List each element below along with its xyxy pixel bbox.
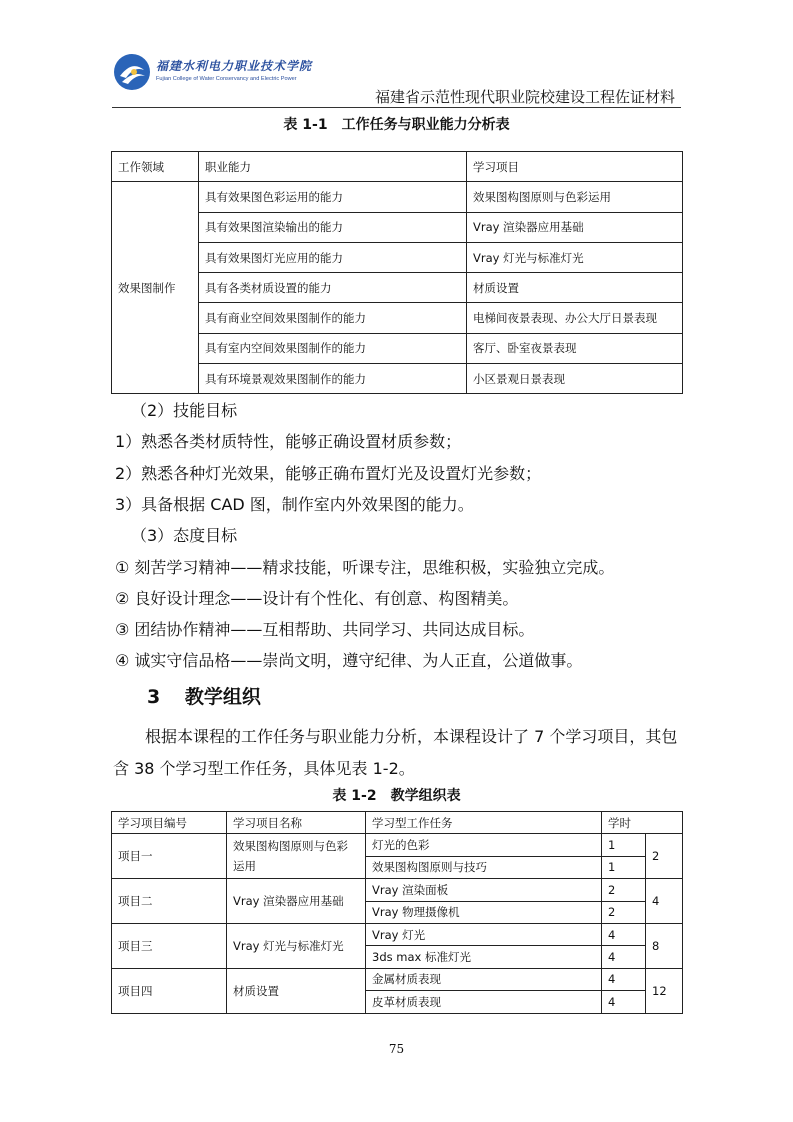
ability-cell: 具有室内空间效果图制作的能力: [199, 333, 467, 363]
table1-caption: 表 1-1 工作任务与职业能力分析表: [283, 117, 510, 133]
table-row: [112, 879, 683, 901]
project-id-cell: 项目四: [112, 968, 227, 1013]
project-name-cell: Vray 灯光与标准灯光: [227, 923, 366, 968]
task-cell: 3ds max 标准灯光: [366, 946, 602, 968]
work-domain-cell: 效果图制作: [112, 182, 199, 394]
total-hours-cell: 12: [646, 968, 683, 1013]
hours-cell: 1: [602, 856, 646, 878]
skill-item: 3）具备根据 CAD 图，制作室内外效果图的能力。: [115, 495, 474, 514]
project-cell: Vray 灯光与标准灯光: [467, 242, 683, 272]
table-row: [112, 968, 683, 990]
hours-cell: 4: [602, 946, 646, 968]
header-divider: [112, 107, 681, 108]
hours-cell: 4: [602, 968, 646, 990]
ability-analysis-table: [111, 151, 683, 394]
header-cell: 工作领域: [112, 152, 199, 182]
teaching-organization-table: [111, 811, 683, 1014]
header-cell: 学习项目: [467, 152, 683, 182]
table-row: [112, 182, 683, 212]
attitude-item: ④ 诚实守信品格——崇尚文明，遵守纪律、为人正直，公道做事。: [115, 651, 583, 670]
hours-cell: 2: [602, 879, 646, 901]
task-cell: Vray 渲染面板: [366, 879, 602, 901]
hours-cell: 1: [602, 834, 646, 856]
logo-name: 福建水利电力职业技术学院: [156, 59, 313, 73]
task-cell: Vray 物理摄像机: [366, 901, 602, 923]
section-heading: [147, 682, 261, 709]
project-id-cell: 项目一: [112, 834, 227, 879]
header-cell: 学时: [602, 812, 683, 834]
ability-cell: 具有效果图色彩运用的能力: [199, 182, 467, 212]
hours-cell: 2: [602, 901, 646, 923]
project-name-cell: 效果图构图原则与色彩运用: [227, 834, 366, 879]
hours-cell: 4: [602, 991, 646, 1013]
project-cell: 客厅、卧室夜景表现: [467, 333, 683, 363]
table-row: [112, 923, 683, 945]
skills-heading: （2）技能目标: [131, 401, 238, 420]
project-cell: Vray 渲染器应用基础: [467, 212, 683, 242]
project-cell: 小区景观日景表现: [467, 364, 683, 394]
attitude-heading: （3）态度目标: [131, 526, 238, 545]
task-cell: 灯光的色彩: [366, 834, 602, 856]
section-title: 教学组织: [184, 686, 261, 708]
header-cell: 学习项目编号: [112, 812, 227, 834]
table-header-row: [112, 812, 683, 834]
ability-cell: 具有效果图渲染输出的能力: [199, 212, 467, 242]
attitude-item: ③ 团结协作精神——互相帮助、共同学习、共同达成目标。: [115, 620, 535, 639]
ability-cell: 具有商业空间效果图制作的能力: [199, 303, 467, 333]
task-cell: Vray 灯光: [366, 923, 602, 945]
document-header-title: 福建省示范性现代职业院校建设工程佐证材料: [374, 88, 675, 106]
page-number: 75: [388, 1042, 405, 1056]
section-number: 3: [147, 686, 161, 708]
ability-cell: 具有各类材质设置的能力: [199, 273, 467, 303]
project-cell: 效果图构图原则与色彩运用: [467, 182, 683, 212]
hours-cell: 4: [602, 923, 646, 945]
project-name-cell: 材质设置: [227, 968, 366, 1013]
total-hours-cell: 4: [646, 879, 683, 924]
table-row: [112, 834, 683, 856]
project-cell: 电梯间夜景表现、办公大厅日景表现: [467, 303, 683, 333]
total-hours-cell: 8: [646, 923, 683, 968]
ability-cell: 具有效果图灯光应用的能力: [199, 242, 467, 272]
task-cell: 效果图构图原则与技巧: [366, 856, 602, 878]
skill-item: 2）熟悉各种灯光效果，能够正确布置灯光及设置灯光参数；: [115, 464, 542, 483]
college-emblem-icon: [112, 52, 152, 92]
project-name-cell: Vray 渲染器应用基础: [227, 879, 366, 924]
ability-cell: 具有环境景观效果图制作的能力: [199, 364, 467, 394]
table2-caption: 表 1-2 教学组织表: [332, 788, 461, 804]
attitude-item: ② 良好设计理念——设计有个性化、有创意、构图精美。: [115, 589, 519, 608]
skill-item: 1）熟悉各类材质特性，能够正确设置材质参数；: [115, 432, 462, 451]
project-cell: 材质设置: [467, 273, 683, 303]
task-cell: 金属材质表现: [366, 968, 602, 990]
header-cell: 学习项目名称: [227, 812, 366, 834]
project-id-cell: 项目二: [112, 879, 227, 924]
section-paragraph: 根据本课程的工作任务与职业能力分析，本课程设计了 7 个学习项目，其包含 38 个学习型工作任务，具体见表 1-2。: [113, 727, 678, 778]
task-cell: 皮革材质表现: [366, 991, 602, 1013]
total-hours-cell: 2: [646, 834, 683, 879]
logo-subtitle: Fujian College of Water Conservancy and Electric Power: [156, 76, 297, 82]
table-header-row: [112, 152, 683, 182]
attitude-item: ① 刻苦学习精神——精求技能，听课专注，思维积极，实验独立完成。: [115, 558, 615, 577]
header-cell: 学习型工作任务: [366, 812, 602, 834]
college-logo: [112, 52, 312, 94]
header-cell: 职业能力: [199, 152, 467, 182]
project-id-cell: 项目三: [112, 923, 227, 968]
